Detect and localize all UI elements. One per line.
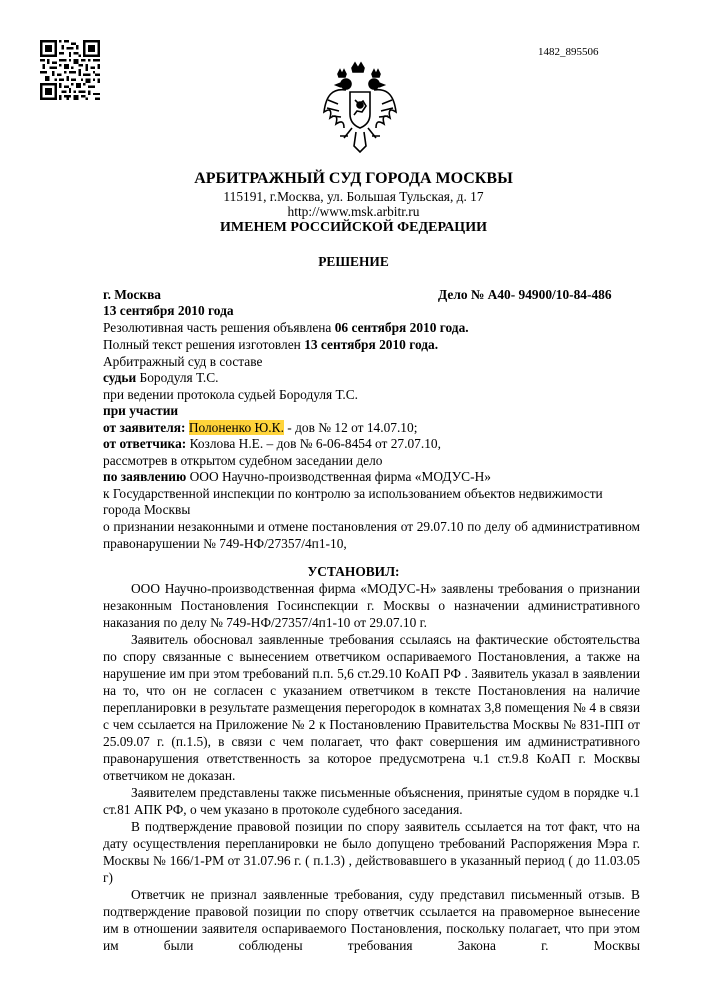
defendant-line: от ответчика: Козлова Н.Е. – дов № 6-06-8454 от 27.07.10, xyxy=(103,436,441,451)
applicant-line: от заявителя: Полоненко Ю.К. - дов № 12 от 14.07.10; xyxy=(103,420,418,435)
qr-code xyxy=(40,40,100,100)
subject-paragraph: о признании незаконными и отмене постановления от 29.07.10 по делу об административном правонарушении № 749-НФ/27357/4п1-10, xyxy=(103,519,640,551)
full-text-line: Полный текст решения изготовлен 13 сентября 2010 года. xyxy=(103,337,439,352)
paragraph: В подтверждение правовой позиции по спору заявитель ссылается на тот факт, что на дату осуществления перепланировки не было допущено требований Распоряжения Мэра г. Москвы № 166/1-РМ от 31.07.96 г. ( п.1.3) , действовавшего в указанный период ( до 11.03.05 г) xyxy=(103,819,640,885)
body-text xyxy=(103,580,640,954)
session-line: рассмотрев в открытом судебном заседании дело xyxy=(103,453,383,468)
document-id: 1482_895506 xyxy=(538,46,599,58)
participation-label: при участии xyxy=(103,403,179,418)
case-number: Дело № А40- 94900/10-84-486 xyxy=(438,287,612,302)
paragraph: ООО Научно-производственная фирма «МОДУС-Н» заявлены требования о признании незаконным Постановления Госинспекции г. Москвы о назначении административного наказания по делу № 749-НФ/27357/4п1-10 от 29.07.10 г. xyxy=(103,581,640,630)
coat-of-arms-icon xyxy=(322,60,398,156)
court-website[interactable]: http://www.msk.arbitr.ru xyxy=(287,204,420,219)
city: г. Москва xyxy=(103,287,162,302)
court-address: 115191, г.Москва, ул. Большая Тульская, д. 17 xyxy=(223,189,484,204)
highlighted-name: Полоненко Ю.К. xyxy=(188,420,284,435)
paragraph: Ответчик не признал заявленные требования, суду представил письменный отзыв. В подтверждение правовой позиции по спору ответчик ссылается на правомерное вынесение им в отношении заявителя оспариваемого Постановления, поскольку полагает, что при этом им были соблюдены требования Закона г. Москвы xyxy=(103,887,640,953)
judge-line: судьи Бородуля Т.С. xyxy=(103,370,219,385)
claim-line: по заявлению ООО Научно-производственная фирма «МОДУС-Н» xyxy=(103,469,491,484)
against-line: к Государственной инспекции по контролю за использованием объектов недвижимости xyxy=(103,486,603,501)
court-name: АРБИТРАЖНЫЙ СУД ГОРОДА МОСКВЫ xyxy=(194,170,513,187)
paragraph: Заявитель обосновал заявленные требования ссылаясь на фактические обстоятельства по спору связанные с вынесением ответчиком оспариваемого Постановления, а также на нарушение им при этом требований п.п. 5,6 ст.29.10 КоАП РФ . Заявитель указал в заявлении на то, что он не согласен с указанием ответчиком в тексте Постановления на наличие перепланировки в результате размещения перегородок в комнатах 3,8 помещения № 4 в связи с чем ссылается на Приложение № 2 к Постановлению Правительства Москвы № 831-ПП от 25.09.07 г. (п.1.5), в связи с чем полагает, что факт совершения им административного правонарушения ответственность за которое предусмотрена ч.1 ст.9.8 КоАП г. Москвы ответчиком не доказан. xyxy=(103,632,640,783)
document-title: РЕШЕНИЕ xyxy=(318,254,389,269)
composition-line: Арбитражный суд в составе xyxy=(103,354,263,369)
resolution-line: Резолютивная часть решения объявлена 06 сентября 2010 года. xyxy=(103,320,469,335)
decision-date: 13 сентября 2010 года xyxy=(103,303,234,318)
established-heading: УСТАНОВИЛ: xyxy=(307,564,400,579)
authority-line: ИМЕНЕМ РОССИЙСКОЙ ФЕДЕРАЦИИ xyxy=(220,220,487,235)
against-line-2: города Москвы xyxy=(103,502,191,517)
protocol-line: при ведении протокола судьей Бородуля Т.С. xyxy=(103,387,359,402)
paragraph: Заявителем представлены также письменные объяснения, принятые судом в порядке ч.1 ст.81 АПК РФ, о чем указано в протоколе судебного заседания. xyxy=(103,785,640,817)
